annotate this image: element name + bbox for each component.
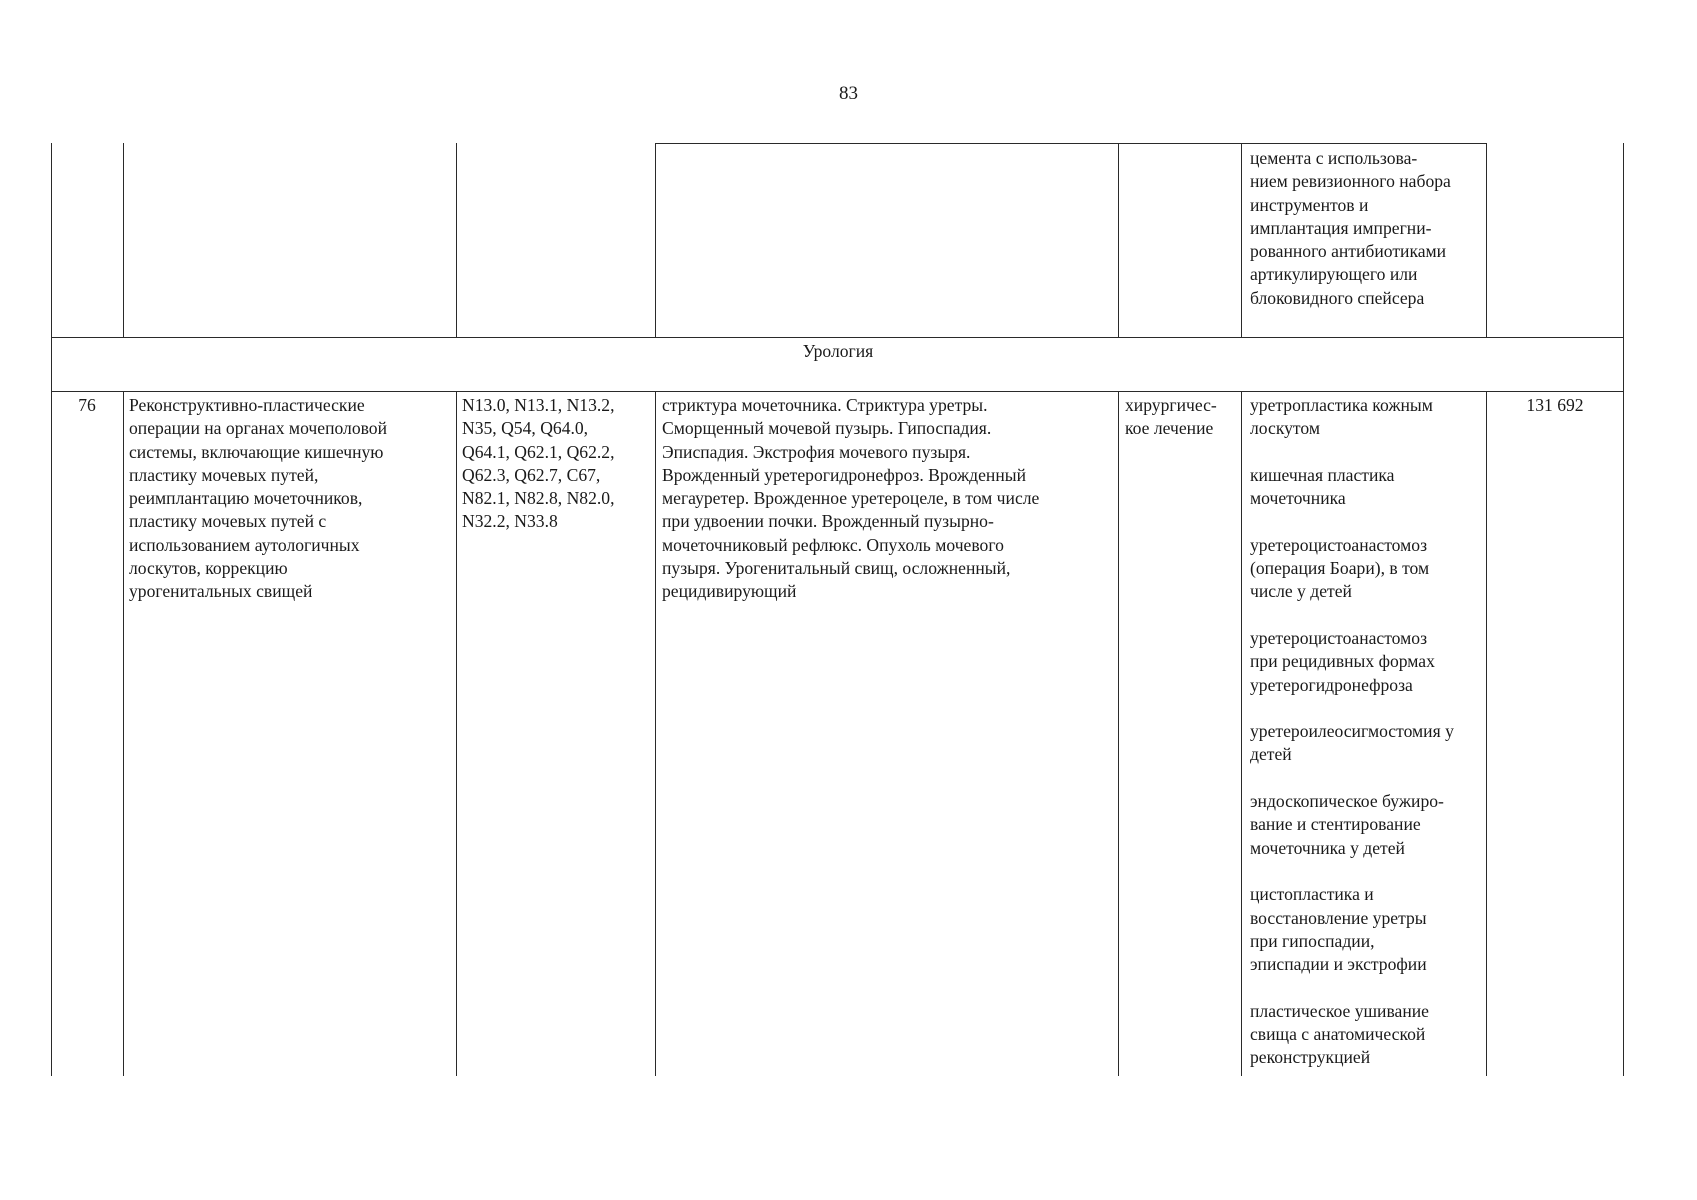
patient-model-cell: стриктура мочеточника. Стриктура уретры. Сморщенный мочевой пузырь. Гипоспадия. Эписпадия. Экстрофия мочевого пузыря. Врожденный уретерогидронефроз. Врожденный мегауретер. Врожденное уретероцеле, в том числе при удвоении почки. Врожденный пузырно- мочеточниковый рефлюкс. Опухоль мочевого пузыря. Урогенитальный свищ, осложненный, рецидивирующий: [662, 395, 1040, 602]
section-title: Урология: [802, 341, 874, 361]
intervention-name-cell: Реконструктивно-пластические операции на органах мочеполовой системы, включающие кишечную пластику мочевых путей, реимплантацию мочеточников, пластику мочевых путей с использованием аутологичных лоскутов, коррекцию урогенитальных свищей: [129, 395, 388, 602]
treatment-method-item: эндоскопическое бужиро- вание и стентирование мочеточника у детей: [1250, 791, 1444, 858]
section-top-border: [51, 337, 1624, 338]
column-divider-5: [1241, 392, 1242, 1076]
treatment-method-item: кишечная пластика мочеточника: [1250, 464, 1395, 509]
treatment-type-cell: хирургичес- кое лечение: [1125, 395, 1217, 439]
column-divider-3: [655, 143, 656, 338]
table-border-right: [1623, 143, 1624, 1076]
column-divider-1: [123, 143, 124, 338]
page-number: 83: [839, 83, 858, 104]
column-divider-4: [1118, 392, 1119, 1076]
cost-cell: 131 692: [1526, 395, 1584, 415]
section-bottom-border: [51, 391, 1624, 392]
treatment-method-item: уретероилеосигмостомия у детей: [1250, 721, 1454, 765]
treatment-method-item: уретероцистоанастомоз (операция Боари), в том числе у детей: [1250, 534, 1430, 602]
column-divider-3: [655, 392, 656, 1076]
treatment-method-item: цистопластика и восстановление уретры при гипоспадии, эписпадии и экстрофии: [1250, 884, 1427, 975]
column-divider-2: [456, 143, 457, 338]
table-border-left: [51, 143, 52, 1076]
treatment-method-item: уретероцистоанастомоз при рецидивных формах уретерогидронефроза: [1250, 627, 1435, 695]
column-divider-5: [1241, 143, 1242, 338]
treatment-methods-cell: [1250, 394, 1490, 1070]
treatment-method-item: пластическое ушивание свища с анатомической реконструкцией: [1250, 1000, 1429, 1068]
column-divider-2: [456, 392, 457, 1076]
column-divider-4: [1118, 143, 1119, 338]
column-divider-1: [123, 392, 124, 1076]
icd-codes-cell: N13.0, N13.1, N13.2, N35, Q54, Q64.0, Q64.1, Q62.1, Q62.2, Q62.3, Q62.7, C67, N82.1, N82.8, N82.0, N32.2, N33.8: [462, 395, 615, 532]
treatment-method-item: уретропластика кожным лоскутом: [1250, 395, 1433, 439]
row-number-cell: 76: [78, 395, 96, 415]
column-divider-6: [1486, 143, 1487, 338]
continuation-methods-cell: цемента с использова- нием ревизионного набора инструментов и имплантация импрегни- рованного антибиотиками артикулирующего или блоковидного спейсера: [1250, 148, 1451, 308]
continuation-top-border: [655, 143, 1487, 144]
